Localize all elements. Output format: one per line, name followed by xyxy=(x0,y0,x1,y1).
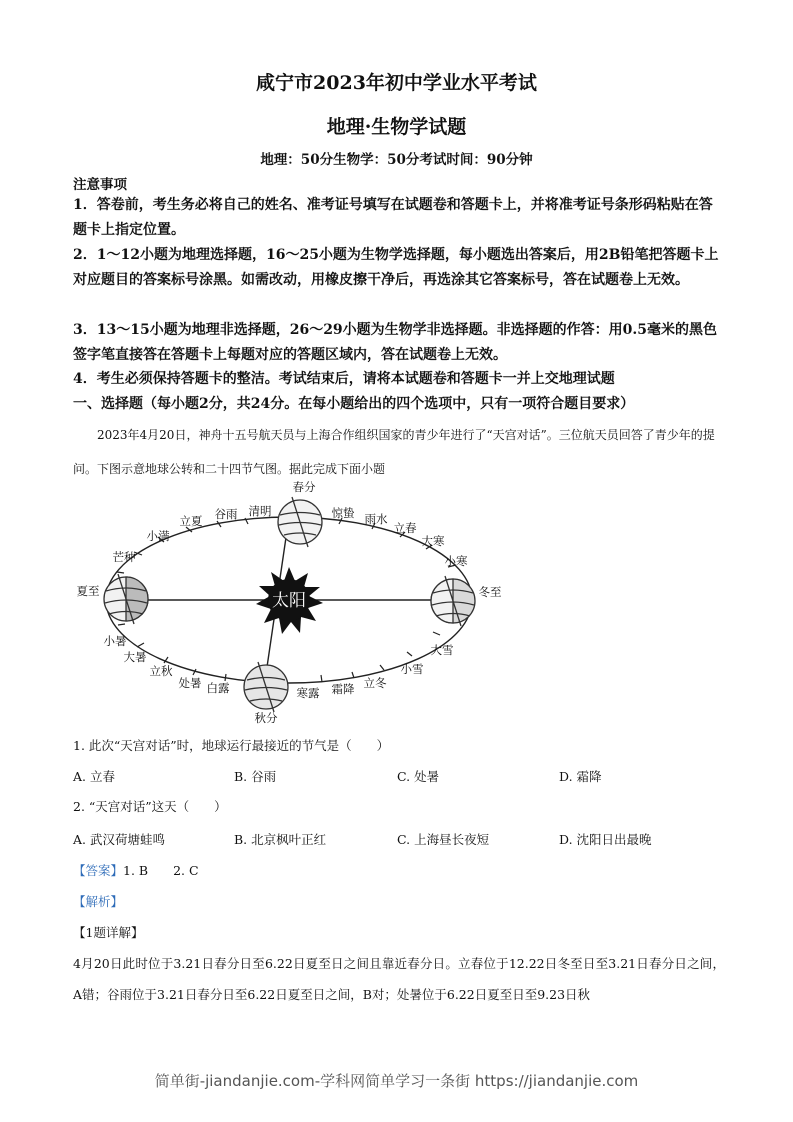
detail-text: 4月20日此时位于3.21日春分日至6.22日夏至日之间且靠近春分日。立春位于12.22日冬至日至3.21日春分日之间，A错；谷雨位于3.21日春分日至6.22日夏至日之间，B对；处暑位于6.22日夏至日至9.23日秋 xyxy=(73,956,725,1002)
term-chushu: 处暑 xyxy=(178,676,202,690)
term-dashu: 大暑 xyxy=(123,650,147,664)
answer-text: 1. B 2. C xyxy=(123,863,199,878)
term-qiufen: 秋分 xyxy=(254,711,278,725)
question-2-stem: 2. “天宫对话”这天（ ） xyxy=(73,799,227,814)
q1-option-a: A. 立春 xyxy=(73,769,115,784)
term-bailu: 白露 xyxy=(206,681,230,695)
term-chunfen: 春分 xyxy=(292,480,316,494)
q1-option-c: C. 处暑 xyxy=(397,769,440,784)
earth-spring xyxy=(278,497,322,547)
term-yushui: 雨水 xyxy=(364,512,388,526)
score-time-line: 地理：50分生物学：50分考试时间：90分钟 xyxy=(260,152,533,168)
term-xiaohan: 小寒 xyxy=(444,554,468,568)
q1-option-d: D. 霜降 xyxy=(559,769,602,784)
notice-heading: 注意事项 xyxy=(73,177,127,193)
question-1-stem: 1. 此次“天宫对话”时，地球运行最接近的节气是（ ） xyxy=(73,738,390,753)
earth-autumn xyxy=(244,662,288,712)
q1-option-b: B. 谷雨 xyxy=(234,769,277,784)
notice-item-3: 3．13～15小题为地理非选择题，26～29小题为生物学非选择题。非选择题的作答：用0.5毫米的黑色签字笔直接答在答题卡上每题对应的答题区域内，答在试题卷上无效。 xyxy=(73,322,718,363)
term-qingming: 清明 xyxy=(248,504,272,518)
q2-option-d: D. 沈阳日出最晚 xyxy=(559,832,652,847)
term-xiaoxue: 小雪 xyxy=(400,662,424,676)
notice-item-1: 1．答卷前，考生务必将自己的姓名、准考证号填写在试题卷和答题卡上，并将准考证号条形码粘贴在答题卡上指定位置。 xyxy=(73,197,713,238)
term-daxue: 大雪 xyxy=(430,643,454,657)
notice-item-4: 4．考生必须保持答题卡的整洁。考试结束后，请将本试题卷和答题卡一并上交地理试题 xyxy=(73,371,615,387)
q2-option-b: B. 北京枫叶正红 xyxy=(234,832,327,847)
page-footer: 简单街-jiandanjie.com-学科网简单学习一条街 https://jiandanjie.com xyxy=(154,1072,639,1090)
term-liqiu: 立秋 xyxy=(149,664,173,678)
term-xiazhi: 夏至 xyxy=(76,584,100,598)
term-lidong: 立冬 xyxy=(363,676,387,690)
sun-label: 太阳 xyxy=(272,591,306,611)
q2-option-a: A. 武汉荷塘蛙鸣 xyxy=(73,832,165,847)
term-hanlu: 寒露 xyxy=(296,686,320,700)
answer-label: 【答案】 xyxy=(73,863,124,878)
term-guyu: 谷雨 xyxy=(214,507,238,521)
term-dahan: 大寒 xyxy=(421,534,445,548)
detail-heading: 【1题详解】 xyxy=(73,925,144,940)
term-lixia: 立夏 xyxy=(179,514,203,528)
analysis-label: 【解析】 xyxy=(73,894,124,909)
answer-line xyxy=(73,861,199,879)
q2-option-c: C. 上海昼长夜短 xyxy=(397,832,490,847)
term-dongzhi: 冬至 xyxy=(478,585,502,599)
term-xiaoman: 小满 xyxy=(146,529,170,543)
exam-subtitle: 地理·生物学试题 xyxy=(326,116,467,138)
notice-item-2: 2．1～12小题为地理选择题，16～25小题为生物学选择题，每小题选出答案后，用2B铅笔把答题卡上对应题目的答案标号涂黑。如需改动，用橡皮擦干净后，再选涂其它答案标号，答在试题卷上无效。 xyxy=(73,247,719,288)
exam-title: 咸宁市2023年初中学业水平考试 xyxy=(256,72,537,94)
term-mangzhong: 芒种 xyxy=(112,550,136,564)
revolution-diagram xyxy=(60,475,520,730)
term-xiaoshu: 小暑 xyxy=(103,634,127,648)
term-shuangjiang: 霜降 xyxy=(331,682,355,696)
term-lichun: 立春 xyxy=(393,521,417,535)
term-jingzhe: 惊蛰 xyxy=(331,506,355,520)
section-heading: 一、选择题（每小题2分，共24分。在每小题给出的四个选项中，只有一项符合题目要求） xyxy=(73,396,635,412)
question-intro: 2023年4月20日，神舟十五号航天员与上海合作组织国家的青少年进行了“天宫对话”。三位航天员回答了青少年的提问。下图示意地球公转和二十四节气图。据此完成下面小题 xyxy=(73,428,715,476)
